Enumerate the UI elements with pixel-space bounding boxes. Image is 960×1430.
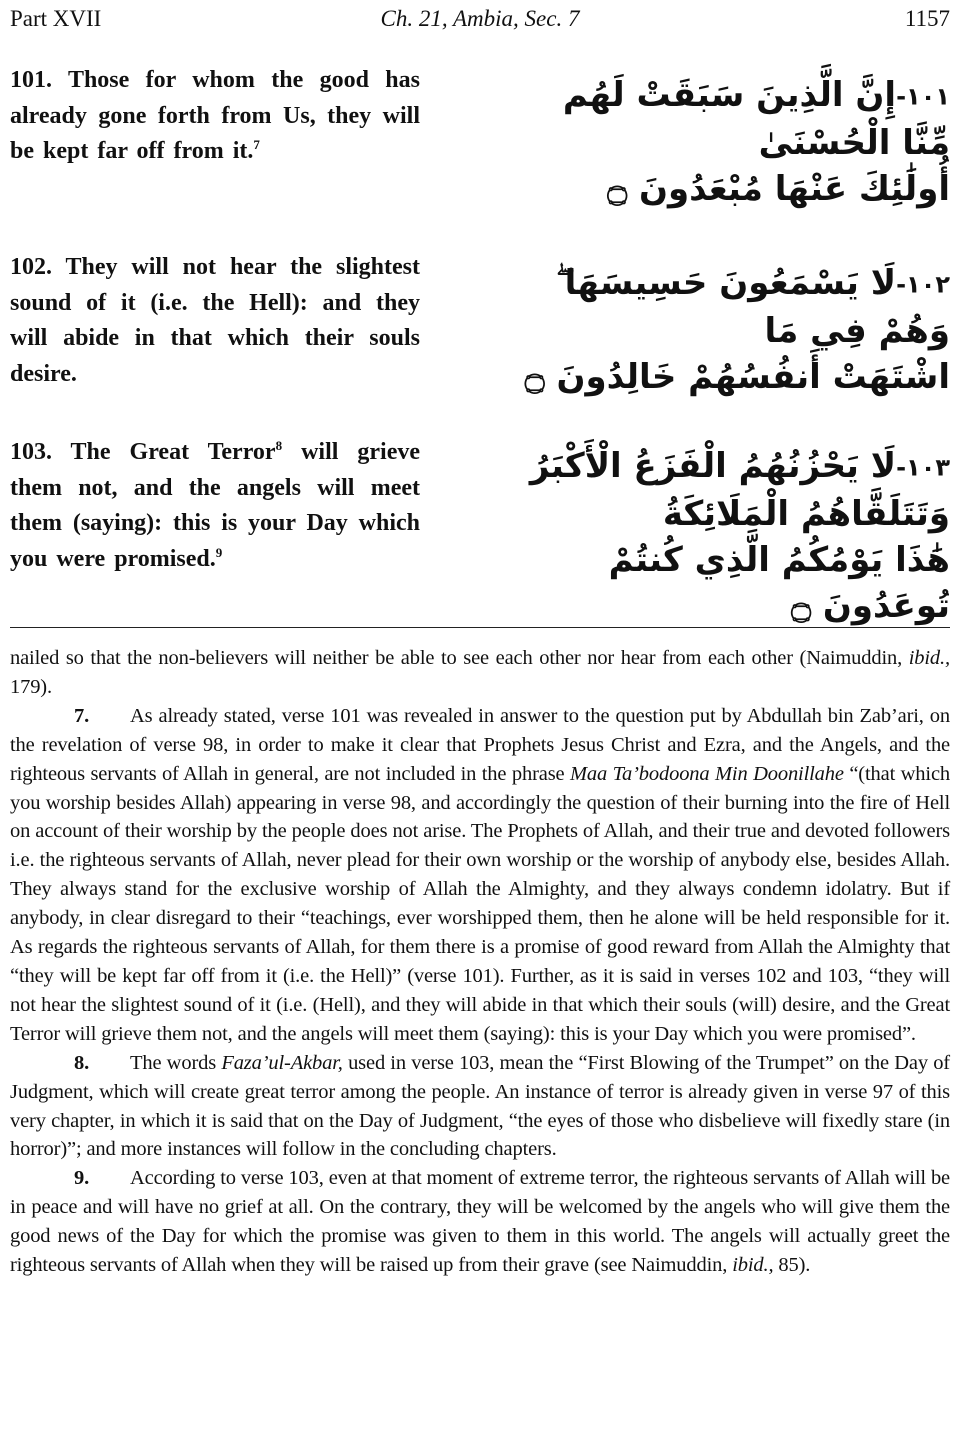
arabic-line: وَتَتَلَقَّاهُمُ الْمَلَائِكَةُ — [662, 493, 950, 534]
note-italic: Faza’ul-Akbar, — [221, 1051, 343, 1074]
verse-102-translation — [10, 250, 420, 392]
note-text: According to verse 103, even at that moment of extreme terror, the righteous servants of Allah will be in peace and will have no grief at all. On the contrary, they will be welcomed by the angels who will give them the good news of the Day for which the promise was given to them in this world. The angels will actually greet the righteous servants of Allah when they will be raised up from their grave (see Naimuddin, — [10, 1167, 950, 1277]
note-italic: ibid., — [908, 647, 950, 669]
footnote-number: 7. — [74, 704, 90, 727]
note-text: nailed so that the non-believers will neither be able to see each other nor hear from each other (Naimuddin, — [10, 647, 903, 669]
footnote-7 — [10, 702, 950, 1049]
footnote-ref[interactable]: 7 — [253, 137, 260, 152]
arabic-line: لَا يَسْمَعُونَ حَسِيسَهَا ۖ وَهُمْ فِي مَا — [556, 263, 950, 351]
note-text: The words — [130, 1051, 217, 1074]
footnote-ref[interactable]: 8 — [275, 438, 283, 453]
verse-102-arabic — [510, 260, 950, 400]
footnote-number: 8. — [74, 1051, 90, 1074]
footnote-9 — [10, 1164, 950, 1280]
verse-101-arabic — [510, 72, 950, 212]
arabic-line: هَٰذَا يَوْمُكُمُ الَّذِي كُنتُمْ تُوعَدُونَ ۝ — [608, 539, 950, 626]
note-text: “(that which you worship besides Allah) appearing in verse 98, and accordingly the question of their burning into the fire of Hell on account of their worship by the people does not arise. The Prophets of Allah, and their true and devoted followers i.e. the righteous servants of Allah, never plead for their own worship or the worship of anybody else, besides Allah. They always stand for the exclusive worship of Allah the Almighty, and they always condemn idolatry. But if anybody, in clear disregard to their “teachings, ever worshipped them, then he alone will be held responsible for it. As regards the righteous servants of Allah, for them there is a promise of good reward from Allah the Almighty that “they will be kept far off from it (i.e. the Hell)” (verse 101). Further, as it is said in verses 102 and 103, “they will not hear the slightest sound of it (i.e. (Hell), and they will abide in that which their souls (will) desire, and the Great Terror will grieve them not, and the angels will meet them (saying): this is your Day which you were promised”. — [10, 762, 950, 1045]
verse-text: Those for whom the good has already gone forth from Us, they will be kept far off from it. — [10, 67, 420, 164]
verse-text: They will not hear the slightest sound of it (i.e. the Hell): and they will abide in that which their souls desire. — [10, 254, 420, 387]
arabic-line: أُولَٰئِكَ عَنْهَا مُبْعَدُونَ ۝ — [607, 168, 950, 209]
arabic-line: اشْتَهَتْ أَنفُسُهُمْ خَالِدُونَ ۝ — [524, 356, 950, 397]
arabic-verse-number: ١٠١- — [896, 82, 950, 111]
footnote-number: 9. — [74, 1167, 90, 1190]
note-text: As already stated, verse 101 was revealed in answer to the question put by Abdullah bin Zab’ari, on the revelation of verse 98, in order to make it clear that Prophets Jesus Christ and Ezra, and the Angels, and the righteous servants of Allah in general, are not included in the phrase — [10, 704, 950, 785]
verse-103-arabic — [510, 443, 950, 629]
verse-101-translation — [10, 63, 420, 170]
footnote-divider — [10, 627, 950, 628]
page-header — [10, 4, 950, 34]
arabic-verse-number: ١٠٢- — [896, 270, 950, 299]
note-text: used in verse 103, mean the “First Blowing of the Trumpet” on the Day of Judgment, which will create great terror among the people. An instance of terror is already given in verse 97 of this very chapter, in which it is said that on the Day of Judgment, “the eyes of those who disbelieve will fixedly stare (in horror)”; and more instances will follow in the concluding chapters. — [10, 1051, 950, 1161]
verse-number: 101. — [10, 67, 52, 93]
note-italic: Maa Ta’bodoona Min Doonillahe — [570, 762, 844, 785]
verse-number: 103. — [10, 439, 52, 465]
arabic-line: لَا يَحْزُنُهُمُ الْفَزَعُ الْأَكْبَرُ — [529, 446, 897, 486]
footnotes — [10, 644, 950, 1280]
page-number: 1157 — [904, 6, 950, 31]
arabic-verse-number: ١٠٣- — [896, 453, 950, 482]
chapter-title: Ch. 21, Ambia, Sec. 7 — [380, 6, 580, 31]
note-italic: ibid., — [732, 1254, 774, 1277]
footnote-continuation — [10, 644, 950, 702]
footnote-8 — [10, 1049, 950, 1165]
note-text: 179). — [10, 675, 52, 698]
footnote-ref[interactable]: 9 — [215, 544, 223, 560]
verse-text: The Great Terror — [70, 439, 276, 465]
verse-text: will grieve them not, and the angels will meet them (saying): this is your Day which you were promised. — [10, 439, 420, 572]
note-text: 85). — [778, 1254, 811, 1277]
verse-103-translation — [10, 435, 420, 577]
arabic-line: إِنَّ الَّذِينَ سَبَقَتْ لَهُم مِّنَّا الْحُسْنَىٰ — [562, 75, 950, 163]
verse-number: 102. — [10, 254, 52, 280]
part-label: Part XVII — [10, 6, 102, 31]
